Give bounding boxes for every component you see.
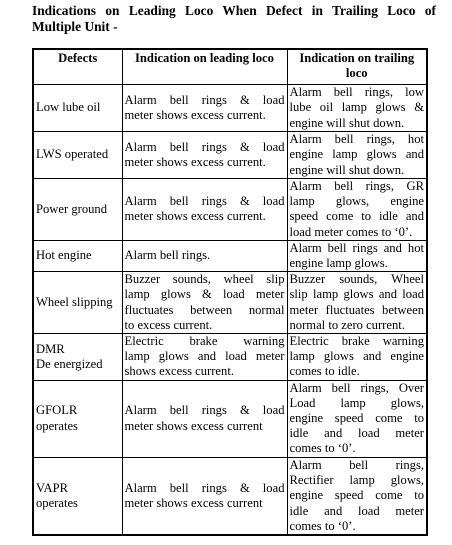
leading-indication-cell: [122, 457, 287, 535]
trailing-indication-cell-line: Alarm bell rings, low: [289, 85, 424, 100]
trailing-indication-cell-line: lamp glows, engine: [289, 194, 424, 209]
trailing-indication-cell-line: Buzzer sounds, Wheel: [289, 272, 424, 287]
defect-cell-line: Low lube oil: [36, 100, 101, 115]
trailing-indication-cell-line: Alarm bell rings, Over: [289, 380, 424, 395]
trailing-indication-cell-line: Electric brake warning: [289, 334, 424, 349]
leading-indication-cell-line: Alarm bell rings & load: [124, 194, 285, 209]
trailing-indication-cell-line: speed come to idle and: [289, 209, 424, 224]
trailing-indication-cell-line: engine will shut down.: [289, 115, 405, 130]
leading-indication-cell-line: meter shows excess current.: [124, 209, 266, 224]
table-header-row: [33, 49, 427, 85]
defect-cell: [33, 179, 122, 241]
title-line-1: Indications on Leading Loco When Defect in Trailing Loco of: [32, 3, 436, 18]
leading-indication-cell: [122, 85, 287, 132]
leading-indication-cell-line: Alarm bell rings & load: [124, 139, 285, 154]
defect-cell: [33, 240, 122, 271]
trailing-indication-cell-line: meter fluctuates between: [289, 302, 424, 317]
defect-cell-line: Wheel slipping: [36, 295, 113, 310]
table-row: [33, 380, 427, 457]
trailing-indication-cell-line: load meter comes to ‘0’.: [289, 224, 413, 239]
table-row: [33, 179, 427, 241]
trailing-indication-cell-line: engine speed come to: [289, 411, 424, 426]
leading-indication-cell-line: Alarm bell rings & load: [124, 480, 285, 495]
leading-indication-cell: [122, 380, 287, 457]
leading-indication-cell-line: lamp glows and load meter: [124, 349, 285, 364]
leading-indication-cell-line: Electric brake warning: [124, 334, 285, 349]
leading-indication-cell-line: meter shows excess current.: [124, 108, 266, 122]
leading-indication-cell: [122, 272, 287, 334]
header-defects: Defects: [33, 49, 122, 85]
leading-indication-cell-line: meter shows excess current: [124, 418, 263, 433]
leading-indication-cell-line: Buzzer sounds, wheel slip: [124, 272, 285, 287]
defect-cell-line: Hot engine: [36, 248, 92, 263]
table-row: [33, 85, 427, 132]
defect-cell-line: De energized: [36, 356, 103, 371]
defect-cell: [33, 334, 122, 381]
table-row: [33, 132, 427, 179]
defects-table: [32, 48, 428, 536]
trailing-indication-cell-line: comes to idle.: [289, 364, 360, 379]
defect-cell-line: operates: [36, 418, 78, 433]
trailing-indication-cell-line: comes to ‘0’.: [289, 441, 356, 456]
trailing-indication-cell: [287, 179, 427, 241]
leading-indication-cell-line: meter shows excess current: [124, 495, 263, 510]
header-leading-loco: Indication on leading loco: [122, 49, 287, 85]
trailing-indication-cell: [287, 272, 427, 334]
trailing-indication-cell-line: lamp glows and engine: [289, 349, 424, 364]
document-title: [32, 3, 436, 35]
table-row: [33, 272, 427, 334]
defect-cell: [33, 272, 122, 334]
trailing-indication-cell: [287, 240, 427, 271]
leading-indication-cell-line: to excess current.: [124, 317, 213, 332]
defect-cell-line: operates: [36, 495, 78, 510]
trailing-indication-cell-line: engine lamp glows and: [289, 147, 424, 162]
leading-indication-cell-line: Alarm bell rings & load: [124, 92, 285, 107]
trailing-indication-cell-line: normal to zero current.: [289, 317, 405, 332]
trailing-indication-cell: [287, 380, 427, 457]
defect-cell: [33, 85, 122, 132]
leading-indication-cell-line: Alarm bell rings.: [124, 248, 211, 263]
trailing-indication-cell: [287, 457, 427, 535]
defect-cell-line: Power ground: [36, 201, 108, 216]
table-body: [33, 85, 427, 536]
trailing-indication-cell-line: engine lamp glows.: [289, 256, 388, 271]
defect-cell-line: LWS operated: [36, 147, 109, 162]
leading-indication-cell-line: Alarm bell rings & load: [124, 403, 285, 418]
trailing-indication-cell-line: Alarm bell rings, GR: [289, 179, 424, 193]
trailing-indication-cell-line: Rectifier lamp glows,: [289, 473, 424, 488]
trailing-indication-cell-line: engine will shut down.: [289, 162, 405, 177]
header-trailing-loco: Indication on trailing loco: [287, 49, 427, 85]
trailing-indication-cell-line: Load lamp glows,: [289, 395, 424, 410]
title-line-2: Multiple Unit -: [32, 19, 118, 34]
defect-cell: [33, 380, 122, 457]
leading-indication-cell-line: shows excess current.: [124, 364, 234, 379]
defect-cell: [33, 132, 122, 179]
trailing-indication-cell-line: lube oil lamp glows &: [289, 100, 424, 115]
table-row: [33, 457, 427, 535]
trailing-indication-cell: [287, 85, 427, 132]
leading-indication-cell-line: meter shows excess current.: [124, 155, 266, 169]
trailing-indication-cell: [287, 132, 427, 179]
trailing-indication-cell-line: engine speed come to: [289, 488, 424, 503]
table-row: [33, 334, 427, 381]
trailing-indication-cell-line: comes to ‘0’.: [289, 518, 356, 533]
defect-cell-line: VAPR: [36, 480, 68, 495]
defect-cell: [33, 457, 122, 535]
leading-indication-cell: [122, 240, 287, 271]
trailing-indication-cell-line: slip lamp glows and load: [289, 287, 424, 302]
leading-indication-cell: [122, 179, 287, 241]
trailing-indication-cell-line: idle and load meter: [289, 503, 424, 518]
trailing-indication-cell: [287, 334, 427, 381]
trailing-indication-cell-line: idle and load meter: [289, 426, 424, 441]
leading-indication-cell: [122, 132, 287, 179]
leading-indication-cell-line: lamp glows & load meter: [124, 287, 285, 302]
trailing-indication-cell-line: Alarm bell rings and hot: [289, 240, 424, 255]
leading-indication-cell: [122, 334, 287, 381]
defect-cell-line: GFOLR: [36, 403, 78, 418]
defect-cell-line: DMR: [36, 341, 65, 356]
trailing-indication-cell-line: Alarm bell rings, hot: [289, 132, 424, 147]
leading-indication-cell-line: fluctuates between normal: [124, 302, 285, 317]
trailing-indication-cell-line: Alarm bell rings,: [289, 457, 424, 472]
table-row: [33, 240, 427, 271]
